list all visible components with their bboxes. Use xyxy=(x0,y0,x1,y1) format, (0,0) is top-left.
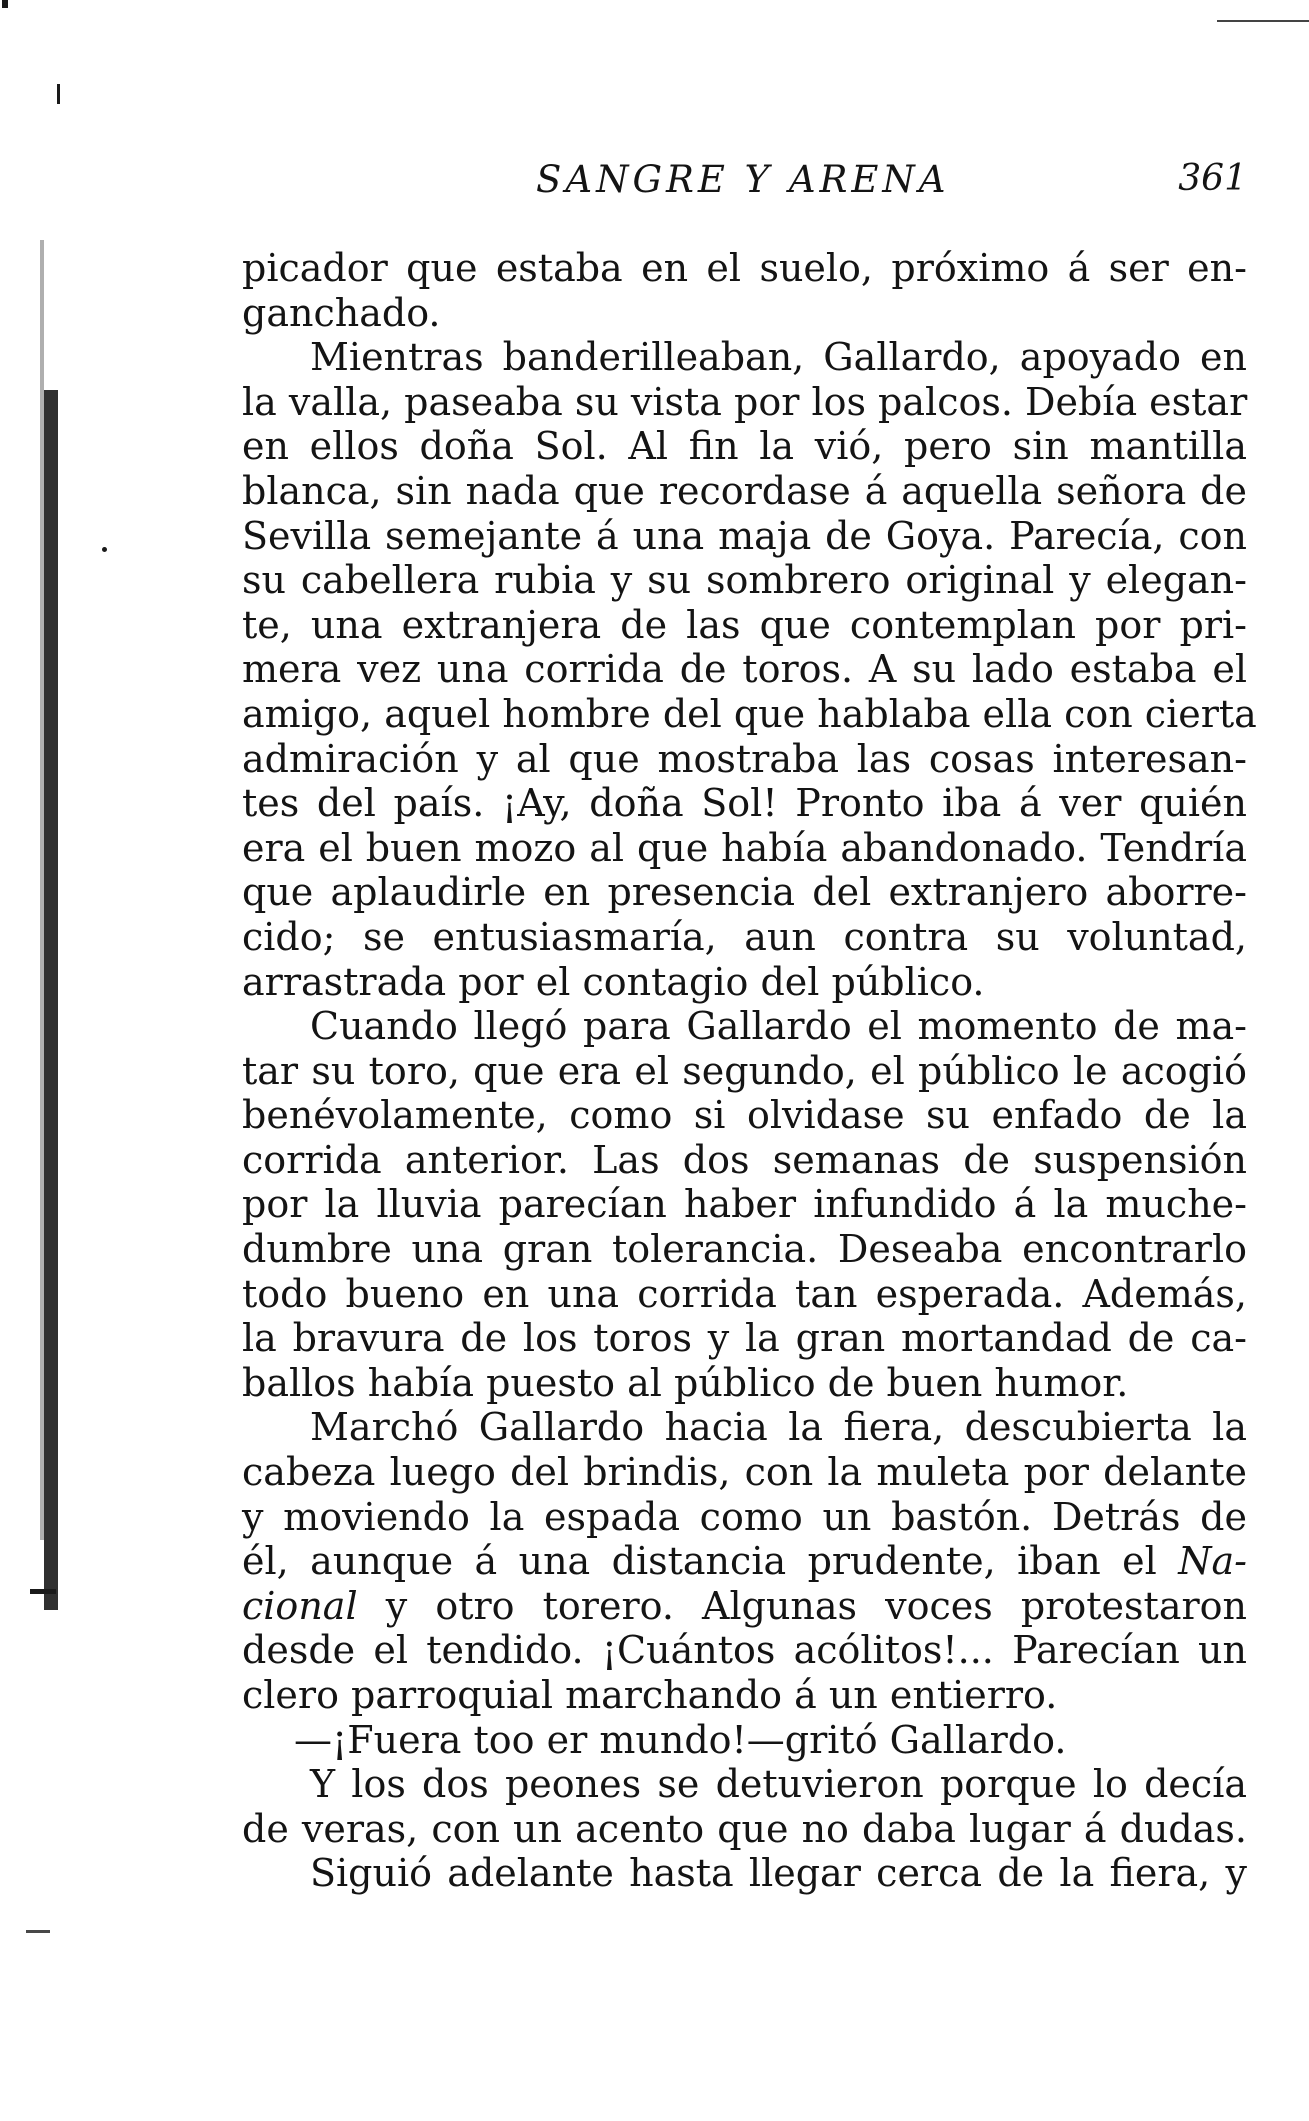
scan-artifact xyxy=(26,1930,50,1933)
text-line: admiración y al que mostraba las cosas interesan- xyxy=(242,736,1247,781)
text-line: su cabellera rubia y su sombrero original y elegan- xyxy=(242,558,1247,603)
scan-artifact xyxy=(57,84,60,104)
text-line: por la lluvia parecían haber infundido á la muche- xyxy=(242,1182,1247,1227)
text-line: la valla, paseaba su vista por los palcos. Debía estar xyxy=(242,379,1248,424)
text-line: y moviendo la espada como un bastón. Detrás de xyxy=(242,1494,1247,1539)
text-line: mera vez una corrida de toros. A su lado estaba el xyxy=(242,647,1247,692)
scan-artifact xyxy=(2,0,8,8)
italic-name: cional xyxy=(242,1583,358,1628)
text-line: —¡Fuera too er mundo!—gritó Gallardo. xyxy=(294,1717,1067,1762)
text-line: corrida anterior. Las dos semanas de suspensión xyxy=(242,1137,1247,1182)
text-line: Siguió adelante hasta llegar cerca de la fiera, y xyxy=(310,1851,1247,1896)
text-line: desde el tendido. ¡Cuántos acólitos!... Parecían un xyxy=(242,1628,1247,1673)
running-title: SANGRE Y ARENA xyxy=(536,158,950,201)
scan-artifact xyxy=(30,1589,56,1594)
text-line: la bravura de los toros y la gran mortandad de ca- xyxy=(242,1316,1247,1361)
text-line: Cuando llegó para Gallardo el momento de ma- xyxy=(310,1004,1247,1049)
text-line: tes del país. ¡Ay, doña Sol! Pronto iba á ver quién xyxy=(242,781,1247,826)
scan-artifact xyxy=(1217,20,1309,22)
text-line: blanca, sin nada que recordase á aquella señora de xyxy=(242,468,1247,513)
text-line: cabeza luego del brindis, con la muleta por delante xyxy=(242,1450,1247,1495)
text-line: arrastrada por el contagio del público. xyxy=(242,959,985,1004)
text-line: que aplaudirle en presencia del extranjero aborre- xyxy=(242,870,1247,915)
page-header xyxy=(240,158,1247,208)
text-line: amigo, aquel hombre del que hablaba ella con cierta xyxy=(242,691,1257,736)
text-line: cido; se entusiasmaría, aun contra su voluntad, xyxy=(242,914,1247,959)
text-line: clero parroquial marchando á un entierro. xyxy=(242,1673,1058,1717)
text-line: de veras, con un acento que no daba lugar á dudas. xyxy=(242,1806,1247,1851)
text-line: Mientras banderilleaban, Gallardo, apoyado en xyxy=(310,335,1247,380)
italic-name: Na- xyxy=(1178,1539,1247,1584)
text-line: Marchó Gallardo hacia la fiera, descubierta la xyxy=(310,1405,1247,1450)
text-line: ganchado. xyxy=(242,290,441,335)
text-line: picador que estaba en el suelo, próximo á ser en- xyxy=(242,246,1247,290)
text-line: Sevilla semejante á una maja de Goya. Parecía, con xyxy=(242,513,1247,558)
text-line: él, aunque á una distancia prudente, iban el Na- xyxy=(242,1539,1247,1584)
text-line: tar su toro, que era el segundo, el público le acogió xyxy=(242,1048,1247,1093)
body-text xyxy=(242,246,1257,1896)
text-line: en ellos doña Sol. Al fin la vió, pero sin mantilla xyxy=(242,424,1247,469)
text-line: cional y otro torero. Algunas voces protestaron xyxy=(242,1583,1247,1628)
page-number: 361 xyxy=(1178,158,1247,199)
text-line: dumbre una gran tolerancia. Deseaba encontrarlo xyxy=(242,1227,1247,1272)
text-line: Y los dos peones se detuvieron porque lo decía xyxy=(310,1762,1247,1807)
text-line: benévolamente, como si olvidase su enfado de la xyxy=(242,1093,1247,1138)
text-line: era el buen mozo al que había abandonado. Tendría xyxy=(242,825,1247,870)
text-line: te, una extranjera de las que contemplan por pri- xyxy=(242,602,1247,647)
binding-edge xyxy=(44,390,58,1610)
text-line: todo bueno en una corrida tan esperada. Además, xyxy=(242,1271,1247,1316)
scan-artifact xyxy=(102,547,107,552)
text-line: ballos había puesto al público de buen humor. xyxy=(242,1360,1129,1405)
